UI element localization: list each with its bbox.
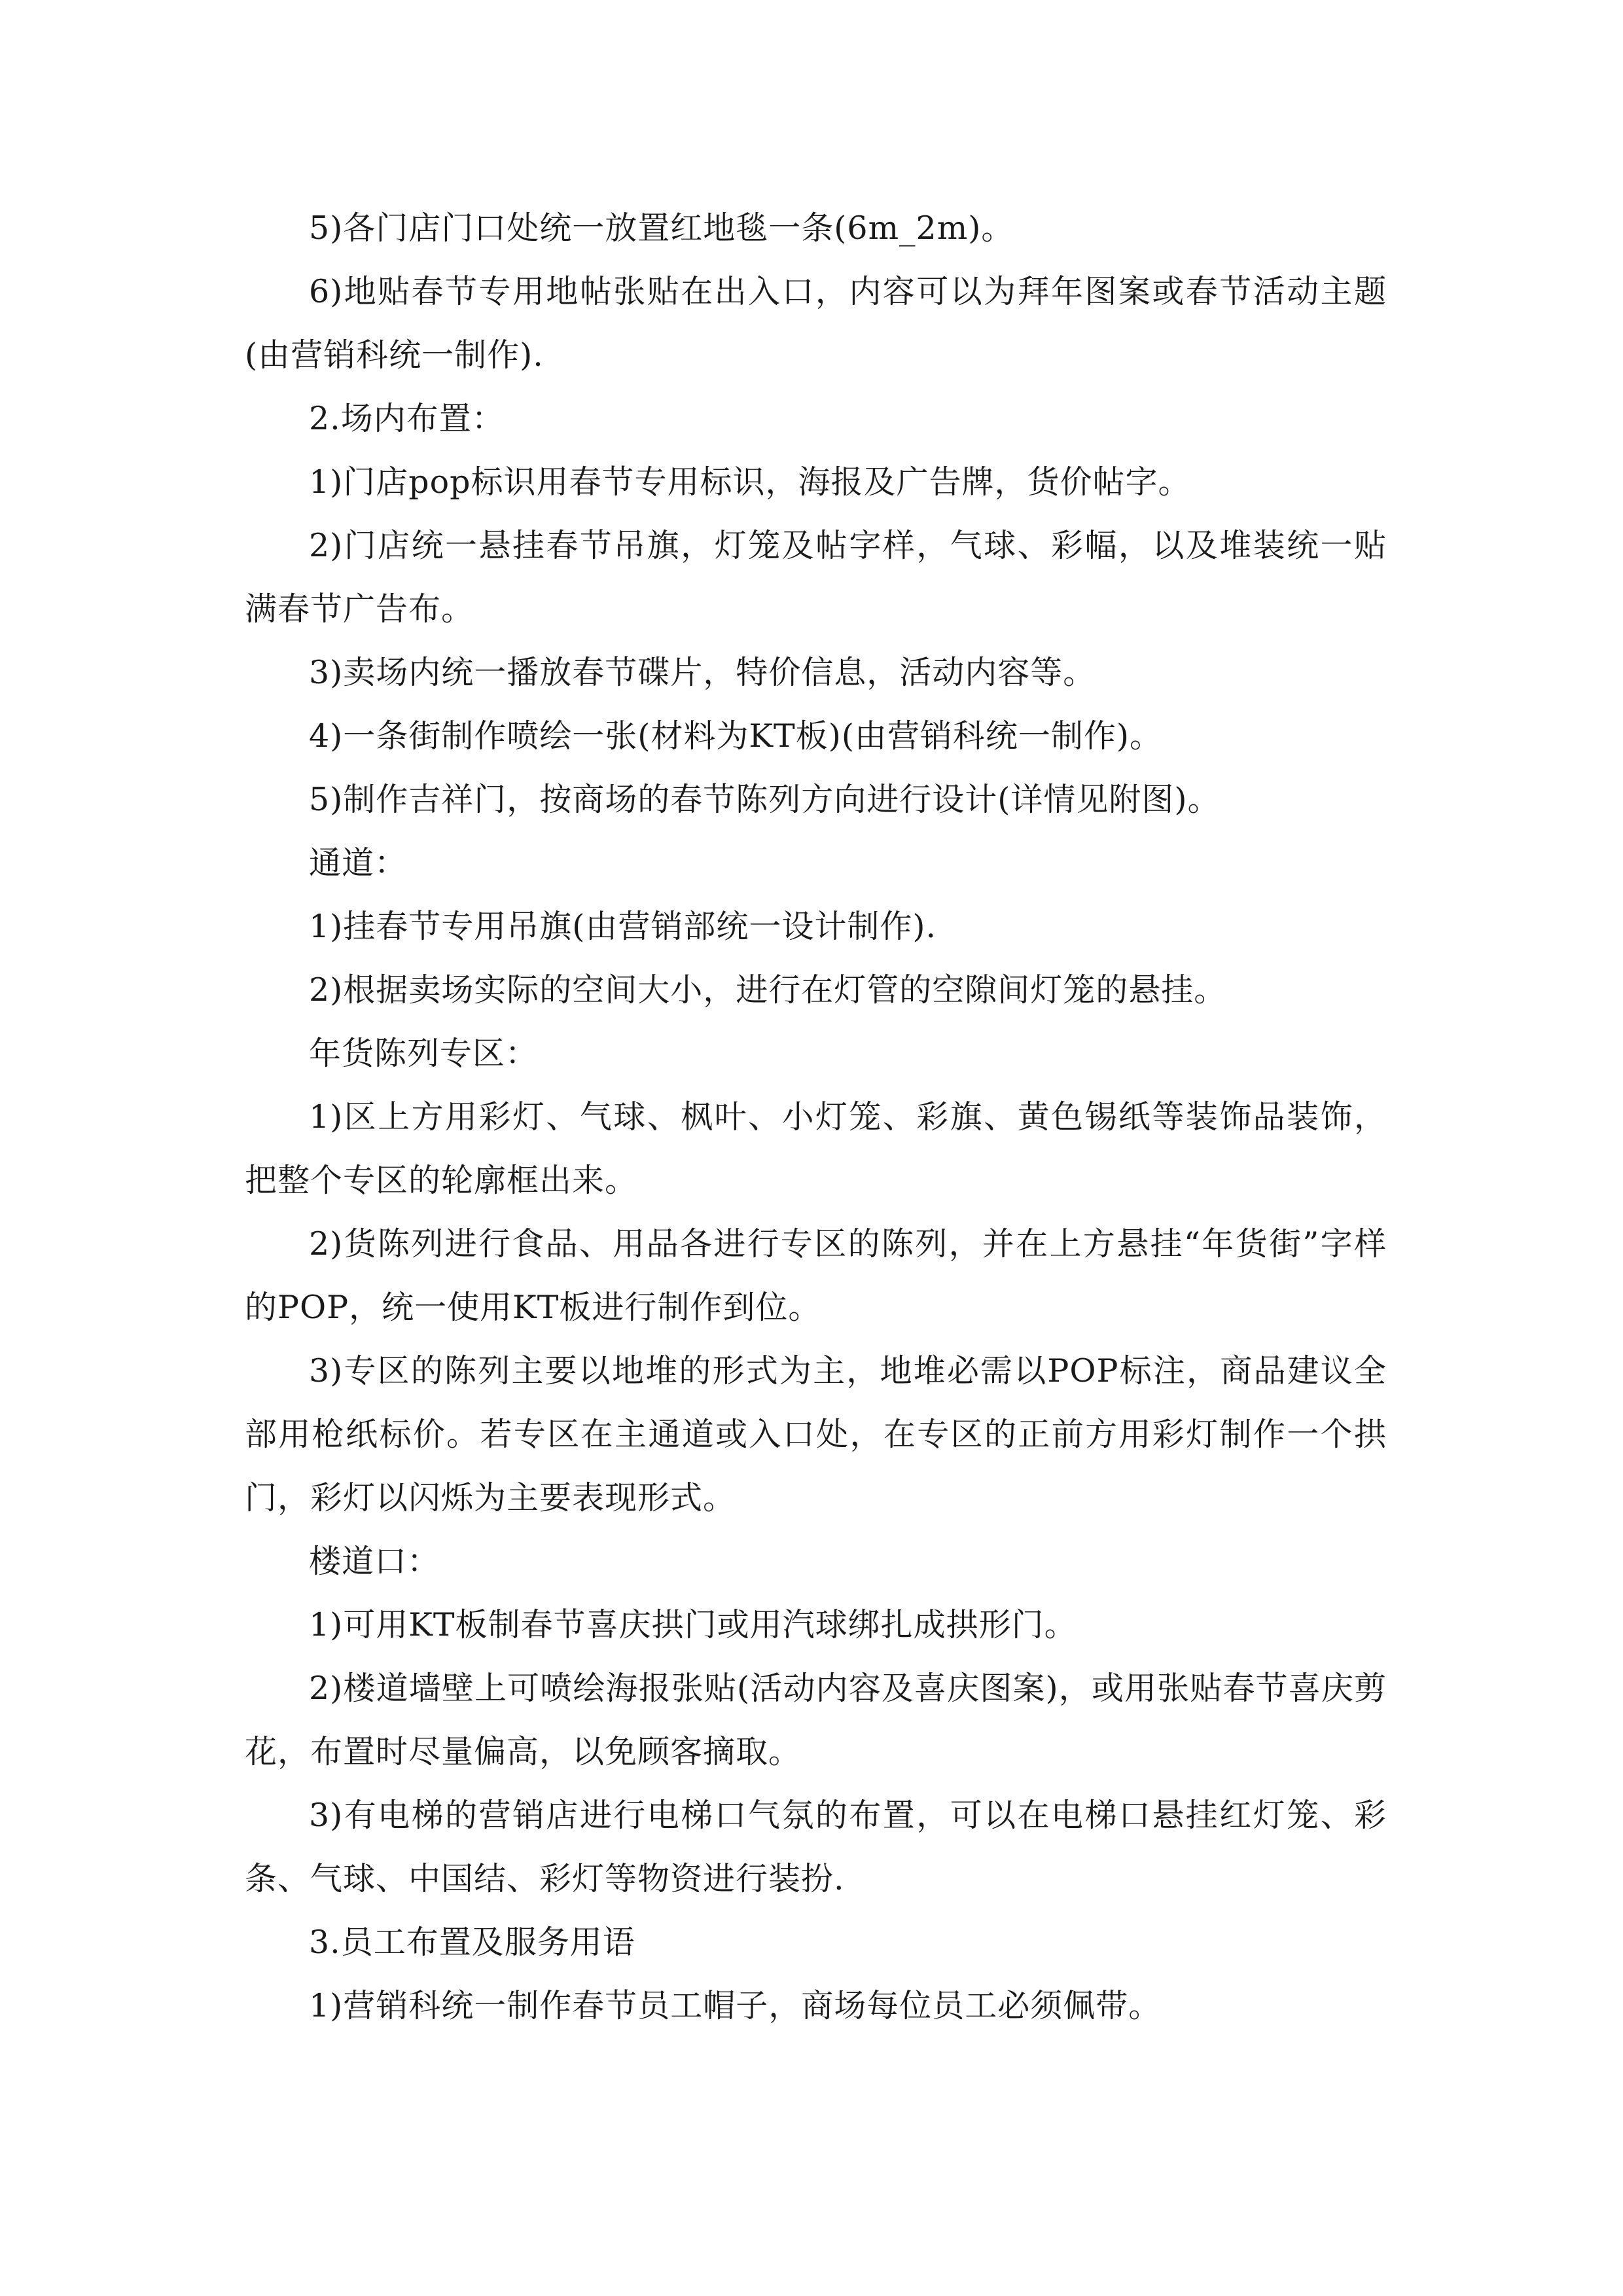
document-body <box>245 196 1387 2037</box>
paragraph-staff-hats: 1)营销科统一制作春节员工帽子，商场每位员工必须佩带。 <box>309 1987 1162 2024</box>
section-heading-new-year-goods: 年货陈列专区： <box>309 1035 539 1072</box>
paragraph-stair-wall: 2)楼道墙壁上可喷绘海报张贴(活动内容及喜庆图案)，或用张贴春节喜庆剪花，布置时尽量偏高，以免顾客摘取。 <box>245 1670 1387 1770</box>
section-heading-staff: 3.员工布置及服务用语 <box>309 1924 635 1961</box>
paragraph-elevator-decor: 3)有电梯的营销店进行电梯口气氛的布置，可以在电梯口悬挂红灯笼、彩条、气球、中国结、彩灯等物资进行装扮. <box>245 1797 1387 1897</box>
section-heading-stairway: 楼道口： <box>309 1543 440 1580</box>
section-heading-venue-layout: 2.场内布置： <box>309 400 505 437</box>
paragraph-red-carpet: 5)各门店门口处统一放置红地毯一条(6m_2m)。 <box>309 209 1014 247</box>
paragraph-street-banner: 4)一条街制作喷绘一张(材料为KT板)(由营销科统一制作)。 <box>309 717 1163 755</box>
paragraph-zone-display: 2)货陈列进行食品、用品各进行专区的陈列，并在上方悬挂“年货街”字样的POP，统一使用KT板进行制作到位。 <box>245 1225 1387 1326</box>
paragraph-aisle-lanterns: 2)根据卖场实际的空间大小，进行在灯管的空隙间灯笼的悬挂。 <box>309 971 1227 1009</box>
paragraph-audio-broadcast: 3)卖场内统一播放春节碟片，特价信息，活动内容等。 <box>309 654 1096 691</box>
paragraph-zone-decoration: 1)区上方用彩灯、气球、枫叶、小灯笼、彩旗、黄色锡纸等装饰品装饰，把整个专区的轮廓框出来。 <box>245 1098 1387 1199</box>
section-heading-aisles: 通道： <box>309 844 408 882</box>
paragraph-stair-arch: 1)可用KT板制春节喜庆拱门或用汽球绑扎成拱形门。 <box>309 1606 1077 1643</box>
paragraph-hanging-flags: 2)门店统一悬挂春节吊旗，灯笼及帖字样，气球、彩幅，以及堆装统一贴满春节广告布。 <box>245 527 1387 628</box>
paragraph-pop-signage: 1)门店pop标识用春节专用标识，海报及广告牌，货价帖字。 <box>309 463 1191 501</box>
paragraph-lucky-gate: 5)制作吉祥门，按商场的春节陈列方向进行设计(详情见附图)。 <box>309 781 1221 818</box>
paragraph-aisle-flags: 1)挂春节专用吊旗(由营销部统一设计制作). <box>309 908 937 945</box>
paragraph-floor-sticker: 6)地贴春节专用地帖张贴在出入口，内容可以为拜年图案或春节活动主题(由营销科统一制作). <box>245 273 1387 374</box>
paragraph-zone-floor-stack: 3)专区的陈列主要以地堆的形式为主，地堆必需以POP标注，商品建议全部用枪纸标价。若专区在主通道或入口处，在专区的正前方用彩灯制作一个拱门，彩灯以闪烁为主要表现形式。 <box>245 1352 1387 1516</box>
